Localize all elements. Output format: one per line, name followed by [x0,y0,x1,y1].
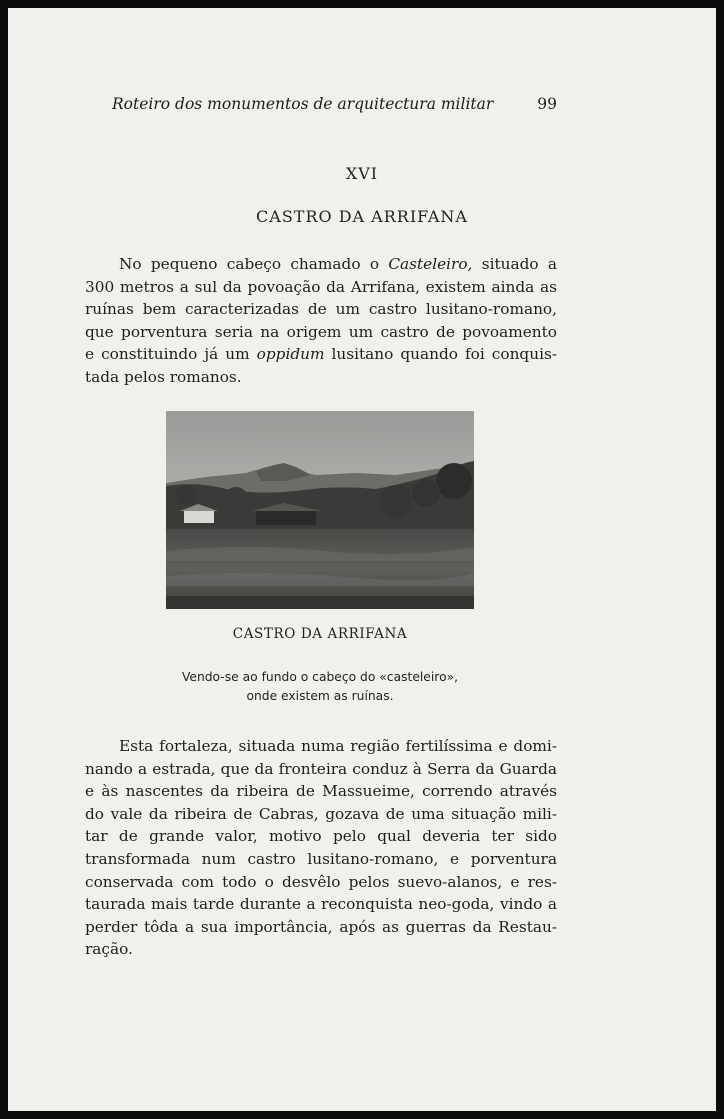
section-title: CASTRO DA ARRIFANA [256,207,468,226]
paragraph-line: ração. [85,940,133,959]
figure-caption-line: onde existem as ruínas. [246,689,394,703]
paragraph-line: perder tôda a sua importância, após as guerras da Restau- [85,917,557,936]
section-number: XVI [345,164,379,183]
paragraph-line: e constituindo já um oppidum lusitano quando foi conquis- [85,345,557,364]
running-header-title: Roteiro dos monumentos de arquitectura militar [112,95,494,113]
page-number: 99 [537,95,557,113]
paragraph-line: ruínas bem caracterizadas de um castro lusitano-romano, [85,300,557,319]
paragraph-line: No pequeno cabeço chamado o Casteleiro, situado a [119,255,557,273]
paragraph-line: transformada num castro lusitano-romano, e porventura [85,849,557,868]
paragraph-line: nando a estrada, que da fronteira conduz à Serra da Guarda [85,759,557,778]
paragraph-line: Esta fortaleza, situada numa região fertilíssima e domi- [119,737,557,755]
landscape-photograph [166,411,474,609]
paragraph-line: conservada com todo o desvêlo pelos suevo-alanos, e res- [85,872,557,891]
paragraph-line: taurada mais tarde durante a reconquista neo-goda, vindo a [85,895,557,914]
running-header [112,95,557,117]
paragraph-intro [85,253,557,389]
paragraph-line: e às nascentes da ribeira de Massueime, correndo através [85,782,557,801]
paragraph-line: tada pelos romanos. [85,367,242,386]
paragraph-line: do vale da ribeira de Cabras, gozava de uma situação mili- [85,804,557,823]
figure-caption [0,668,640,706]
figure-caption-line: Vendo-se ao fundo o cabeço do «casteleiro», [181,670,459,684]
paragraph-line: que porventura seria na origem um castro de povoamento [85,322,557,341]
paragraph-description [85,735,557,961]
figure-caption-title: CASTRO DA ARRIFANA [232,626,408,642]
paragraph-line: tar de grande valor, motivo pelo qual deveria ter sido [85,827,557,846]
paragraph-line: 300 metros a sul da povoação da Arrifana, existem ainda as [85,277,557,296]
